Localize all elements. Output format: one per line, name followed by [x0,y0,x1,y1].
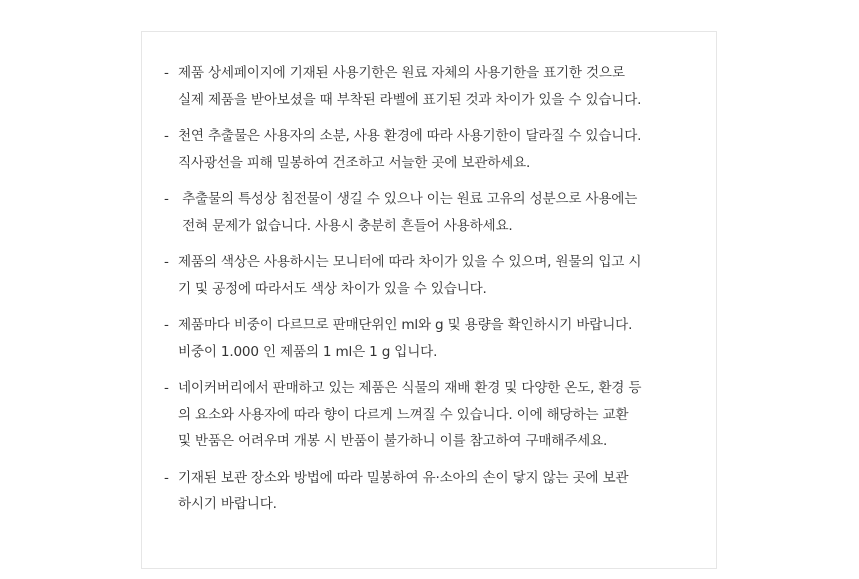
notice-line: 제품의 색상은 사용하시는 모니터에 따라 차이가 있을 수 있으며, 원물의 입고 시 [178,254,642,270]
notice-text [178,186,704,239]
notice-text [178,375,704,455]
notice-list [164,60,704,528]
bullet-dash: - [164,128,169,144]
bullet-dash: - [164,317,169,333]
notice-line: 천연 추출물은 사용자의 소분, 사용 환경에 따라 사용기한이 달라질 수 있습니다. [178,128,642,144]
bullet-dash: - [164,191,169,207]
notice-line: 기 및 공정에 따라서도 색상 차이가 있을 수 있습니다. [178,280,487,297]
notice-text [178,465,704,518]
notice-item-4 [164,249,704,302]
notice-text [178,312,704,365]
notice-line: 기재된 보관 장소와 방법에 따라 밀봉하여 유·소아의 손이 닿지 않는 곳에 보관 [178,469,629,486]
notice-line: 제품 상세페이지에 기재된 사용기한은 원료 자체의 사용기한을 표기한 것으로 [178,65,625,81]
notice-box [141,31,717,569]
notice-line: 및 반품은 어려우며 개봉 시 반품이 불가하니 이를 참고하여 구매해주세요. [178,433,608,449]
notice-line: 제품마다 비중이 다르므로 판매단위인 ml와 g 및 용량을 확인하시기 바랍니다. [178,317,633,333]
notice-item-3 [164,186,704,239]
notice-line: 추출물의 특성상 침전물이 생길 수 있으나 이는 원료 고유의 성분으로 사용에는 [178,191,638,207]
notice-line: 네이커버리에서 판매하고 있는 제품은 식물의 재배 환경 및 다양한 온도, 환경 등 [178,380,642,396]
notice-line: 직사광선을 피해 밀봉하여 건조하고 서늘한 곳에 보관하세요. [178,154,531,171]
notice-text [178,123,704,176]
notice-item-5 [164,312,704,365]
bullet-dash: - [164,469,169,486]
notice-line: 전혀 문제가 없습니다. 사용시 충분히 흔들어 사용하세요. [178,217,513,234]
notice-text [178,60,704,113]
bullet-dash: - [164,380,169,396]
notice-item-6 [164,375,704,455]
notice-item-7 [164,465,704,518]
bullet-dash: - [164,65,169,81]
notice-item-2 [164,123,704,176]
notice-text [178,249,704,302]
bullet-dash: - [164,254,169,270]
notice-line: 실제 제품을 받아보셨을 때 부착된 라벨에 표기된 것과 차이가 있을 수 있습니다. [178,91,642,108]
notice-item-1 [164,60,704,113]
notice-line: 하시기 바랍니다. [178,496,277,512]
notice-line: 의 요소와 사용자에 따라 향이 다르게 느껴질 수 있습니다. 이에 해당하는 교환 [178,406,629,423]
notice-line: 비중이 1.000 인 제품의 1 ml은 1 g 입니다. [178,343,438,360]
